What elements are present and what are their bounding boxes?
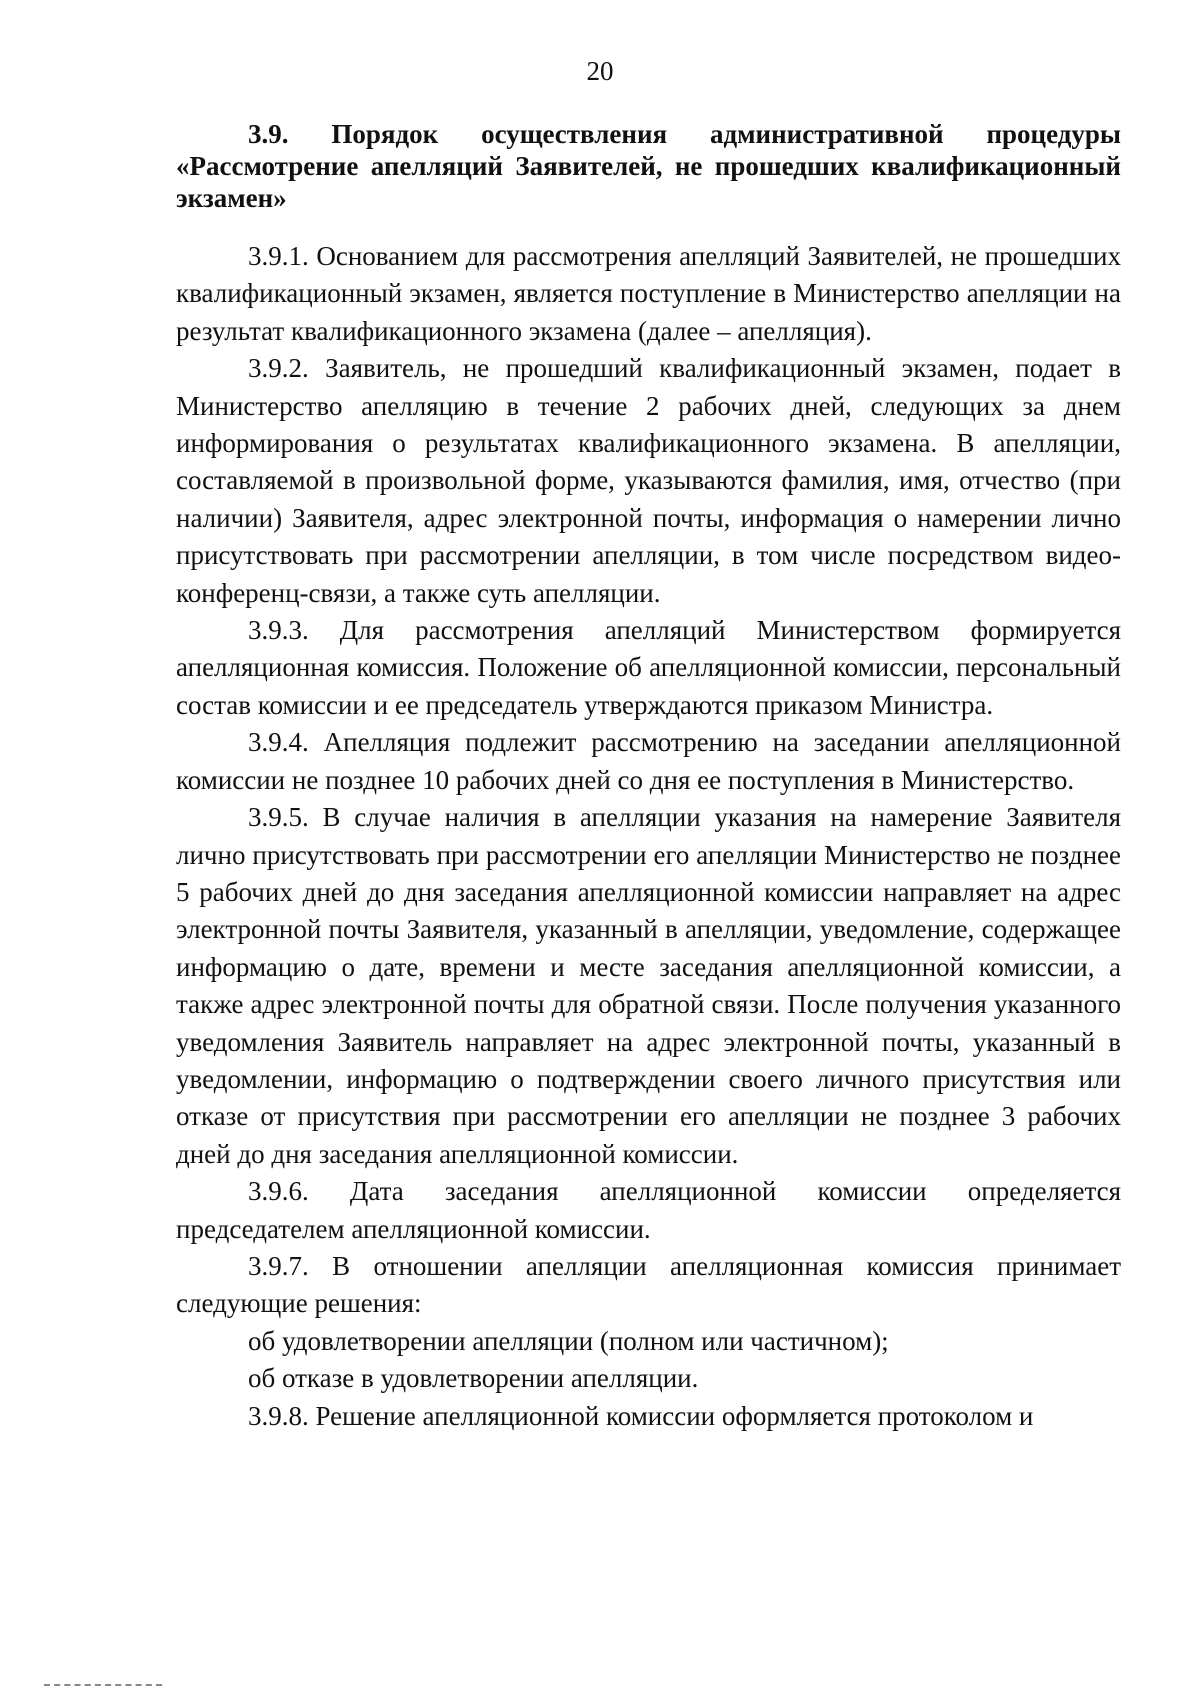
paragraph-3-9-8: 3.9.8. Решение апелляционной комиссии оформляется протоколом и [248, 1400, 1034, 1431]
scan-edge-mark [44, 1684, 162, 1691]
list-item-decision-refuse: об отказе в удовлетворении апелляции. [248, 1363, 699, 1394]
paragraph-3-9-1: 3.9.1. Основанием для рассмотрения апелляций Заявителей, не прошедших квалификационный экзамен, является поступление в Министерство апелляции на результат квалификационного экзамена (далее – апелляция). [176, 241, 1121, 346]
paragraph-3-9-7: 3.9.7. В отношении апелляции апелляционная комиссия принимает следующие решения: [176, 1250, 1121, 1319]
page-content [176, 118, 1121, 1435]
paragraph-3-9-2: 3.9.2. Заявитель, не прошедший квалификационный экзамен, подает в Министерство апелляцию в течение 2 рабочих дней, следующих за днем информирования о результатах квалификационного экзамена. В апелляции, составляемой в произвольной форме, указываются фамилия, имя, отчество (при наличии) Заявителя, адрес электронной почты, информация о намерении лично присутствовать при рассмотрении апелляции, в том числе посредством видео-конференц-связи, а также суть апелляции. [176, 353, 1121, 608]
list-item-decision-grant: об удовлетворении апелляции (полном или частичном); [248, 1325, 889, 1356]
paragraph-3-9-5: 3.9.5. В случае наличия в апелляции указания на намерение Заявителя лично присутствовать при рассмотрении его апелляции Министерство не позднее 5 рабочих дней до дня заседания апелляционной комиссии направляет на адрес электронной почты Заявителя, указанный в апелляции, уведомление, содержащее информацию о дате, времени и месте заседания апелляционной комиссии, а также адрес электронной почты для обратной связи. После получения указанного уведомления Заявитель направляет на адрес электронной почты, указанный в уведомлении, информацию о подтверждении своего личного присутствия или отказе от присутствия при рассмотрении его апелляции не позднее 3 рабочих дней до дня заседания апелляционной комиссии. [176, 802, 1121, 1169]
section-heading: 3.9. Порядок осуществления административной процедуры «Рассмотрение апелляций Заявителей, не прошедших квалификационный экзамен» [176, 119, 1121, 213]
page-number: 20 [586, 56, 614, 86]
paragraph-3-9-4: 3.9.4. Апелляция подлежит рассмотрению на заседании апелляционной комиссии не позднее 10 рабочих дней со дня ее поступления в Министерство. [176, 727, 1121, 795]
paragraph-3-9-6: 3.9.6. Дата заседания апелляционной комиссии определяется председателем апелляционной комиссии. [176, 1176, 1121, 1244]
paragraph-3-9-3: 3.9.3. Для рассмотрения апелляций Министерством формируется апелляционная комиссия. Положение об апелляционной комиссии, персональный состав комиссии и ее председатель утверждаются приказом Министра. [176, 615, 1121, 720]
